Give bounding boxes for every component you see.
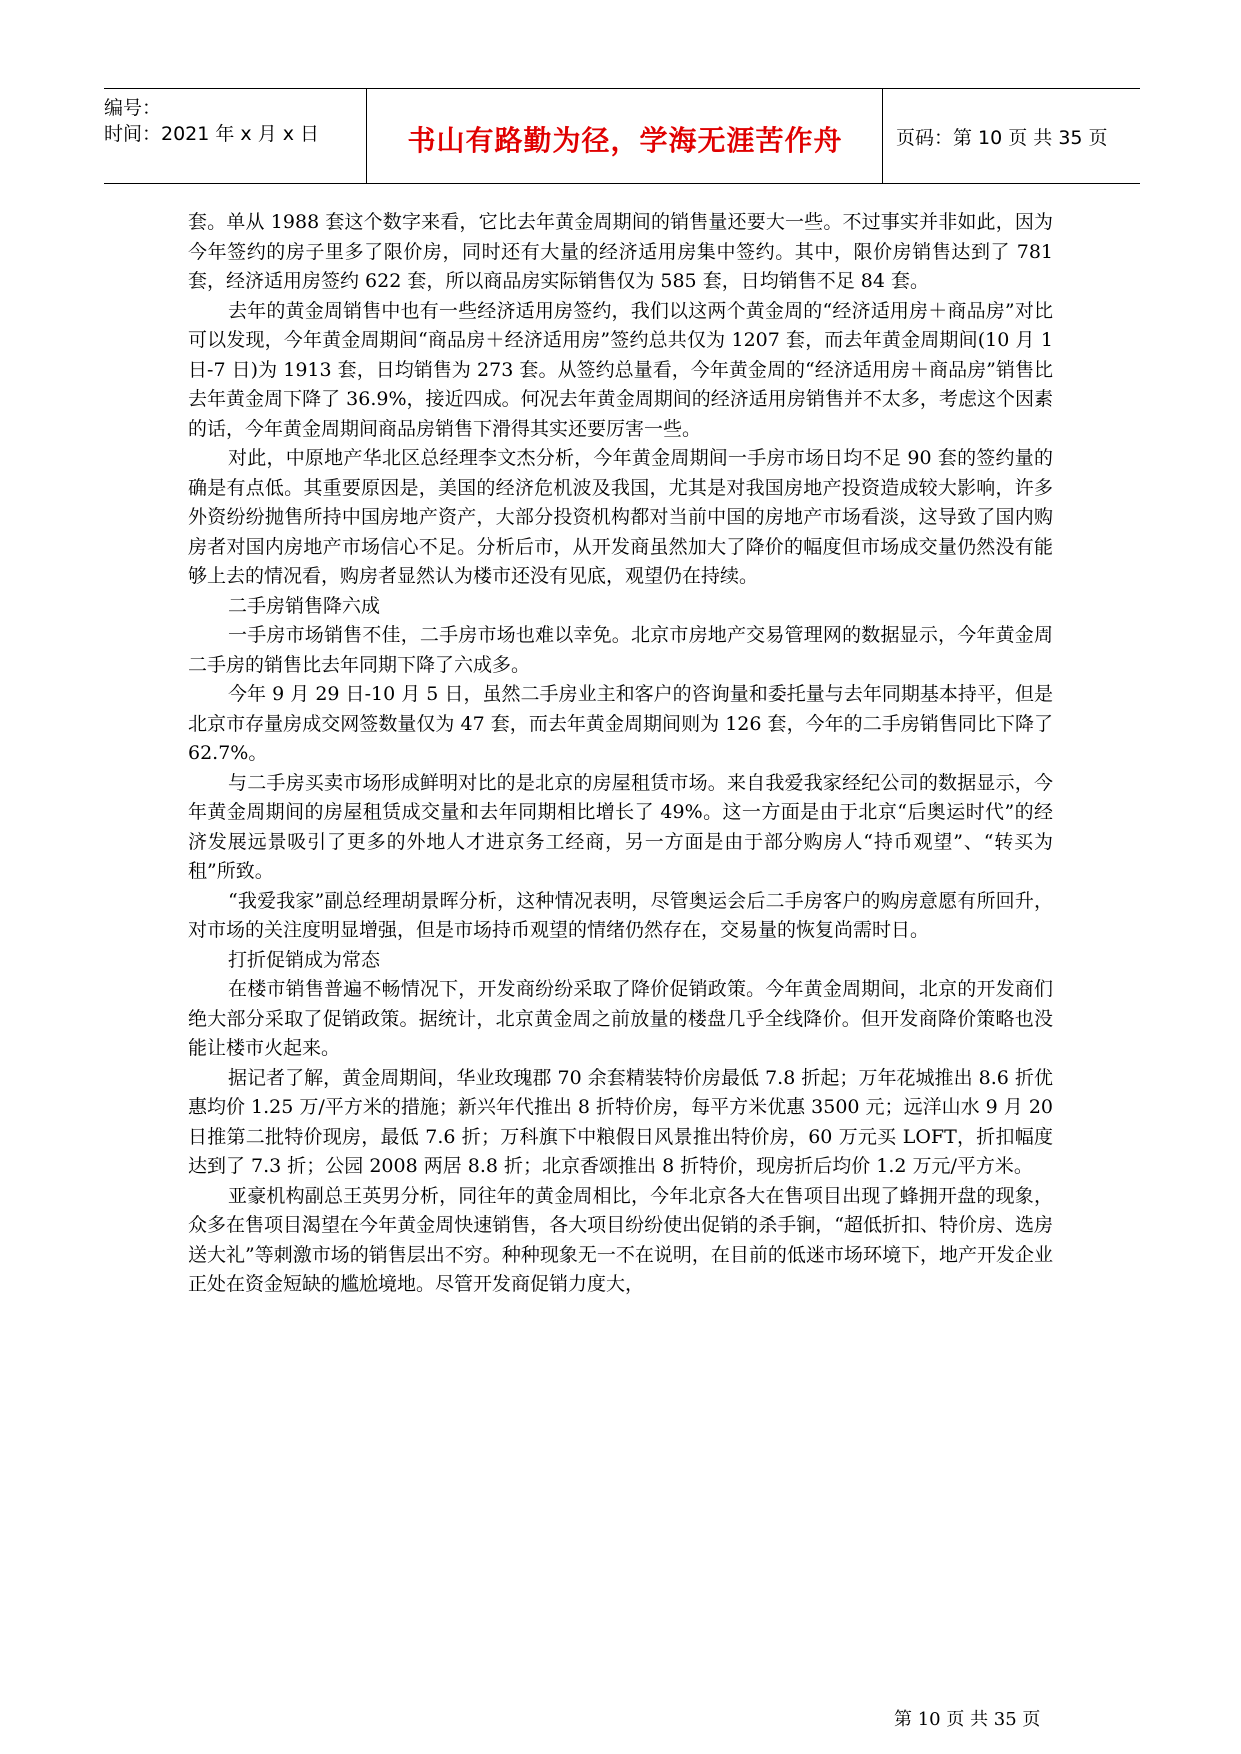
header-page-cell [884, 89, 1140, 183]
page-header [104, 88, 1140, 184]
paragraph: 套。单从 1988 套这个数字来看，它比去年黄金周期间的销售量还要大一些。不过事实并非如此，因为今年签约的房子里多了限价房，同时还有大量的经济适用房集中签约。其中，限价房销售达到了 781 套，经济适用房签约 622 套，所以商品房实际销售仅为 585 套，日均销售不足 84 套。 [188, 211, 1053, 292]
page-footer-number: 第 10 页 共 35 页 [894, 1709, 1041, 1730]
paragraph: “我爱我家”副总经理胡景晖分析，这种情况表明，尽管奥运会后二手房客户的购房意愿有所回升，对市场的关注度明显增强，但是市场持币观望的情绪仍然存在，交易量的恢复尚需时日。 [188, 889, 1053, 941]
paragraph: 对此，中原地产华北区总经理李文杰分析，今年黄金周期间一手房市场日均不足 90 套的签约量的确是有点低。其重要原因是，美国的经济危机波及我国，尤其是对我国房地产投资造成较大影响，许多外资纷纷抛售所持中国房地产资产，大部分投资机构都对当前中国的房地产市场看淡，这导致了国内购房者对国内房地产市场信心不足。分析后市，从开发商虽然加大了降价的幅度但市场成交量仍然没有能够上去的情况看，购房者显然认为楼市还没有见底，观望仍在持续。 [188, 447, 1053, 587]
document-body [188, 208, 1053, 1300]
header-info-cell [104, 89, 367, 183]
document-time-label: 时间：2021 年 x 月 x 日 [104, 123, 320, 145]
section-heading: 打折促销成为常态 [228, 948, 381, 971]
paragraph: 在楼市销售普遍不畅情况下，开发商纷纷采取了降价促销政策。今年黄金周期间，北京的开发商们绝大部分采取了促销政策。据统计，北京黄金周之前放量的楼盘几乎全线降价。但开发商降价策略也没能让楼市火起来。 [188, 978, 1053, 1059]
paragraph: 去年的黄金周销售中也有一些经济适用房签约，我们以这两个黄金周的“经济适用房＋商品房”对比可以发现，今年黄金周期间“商品房＋经济适用房”签约总共仅为 1207 套，而去年黄金周期间(10 月 1 日-7 日)为 1913 套，日均销售为 273 套。从签约总量看，今年黄金周的“经济适用房＋商品房”销售比去年黄金周下降了 36.9%，接近四成。何况去年黄金周期间的经济适用房销售并不太多，考虑这个因素的话，今年黄金周期间商品房销售下滑得其实还要厉害一些。 [188, 299, 1053, 440]
paragraph: 一手房市场销售不佳，二手房市场也难以幸免。北京市房地产交易管理网的数据显示，今年黄金周二手房的销售比去年同期下降了六成多。 [188, 624, 1053, 676]
header-motto: 书山有路勤为径，学海无涯苦作舟 [407, 124, 843, 157]
paragraph: 与二手房买卖市场形成鲜明对比的是北京的房屋租赁市场。来自我爱我家经纪公司的数据显示，今年黄金周期间的房屋租赁成交量和去年同期相比增长了 49%。这一方面是由于北京“后奥运时代”的经济发展远景吸引了更多的外地人才进京务工经商，另一方面是由于部分购房人“持币观望”、“转买为租”所致。 [188, 771, 1053, 882]
header-page-number: 页码：第 10 页 共 35 页 [896, 127, 1108, 149]
paragraph: 亚豪机构副总王英男分析，同往年的黄金周相比，今年北京各大在售项目出现了蜂拥开盘的现象，众多在售项目渴望在今年黄金周快速销售，各大项目纷纷使出促销的杀手锏，“超低折扣、特价房、选房送大礼”等刺激市场的销售层出不穷。种种现象无一不在说明，在目前的低迷市场环境下，地产开发企业正处在资金短缺的尴尬境地。尽管开发商促销力度大， [188, 1184, 1053, 1295]
document-number-label: 编号： [104, 97, 162, 119]
header-motto-cell [368, 89, 883, 183]
paragraph: 今年 9 月 29 日-10 月 5 日，虽然二手房业主和客户的咨询量和委托量与去年同期基本持平，但是北京市存量房成交网签数量仅为 47 套，而去年黄金周期间则为 126 套，今年的二手房销售同比下降了 62.7%。 [188, 683, 1053, 764]
paragraph: 据记者了解，黄金周期间，华业玫瑰郡 70 余套精装特价房最低 7.8 折起；万年花城推出 8.6 折优惠均价 1.25 万/平方米的措施；新兴年代推出 8 折特价房，每平方米优惠 3500 元；远洋山水 9 月 20 日推第二批特价现房，最低 7.6 折；万科旗下中粮假日风景推出特价房，60 万元买 LOFT，折扣幅度达到了 7.3 折；公园 2008 两居 8.8 折；北京香颂推出 8 折特价，现房折后均价 1.2 万元/平方米。 [188, 1066, 1053, 1177]
section-heading: 二手房销售降六成 [228, 594, 381, 617]
